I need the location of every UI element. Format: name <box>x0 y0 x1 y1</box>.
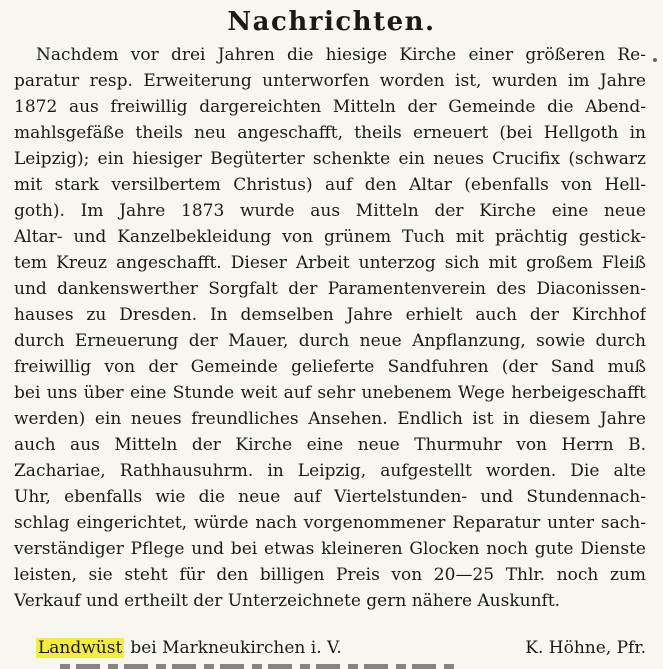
text-line: freiwillig von der Gemeinde gelieferte Sandfuhren (der Sand muß <box>14 357 646 377</box>
text-line: verständiger Pflege und bei etwas kleineren Glocken noch gute Dienste <box>14 539 646 559</box>
text-line: mit stark versilbertem Christus) auf den Altar (ebenfalls von Hell- <box>14 175 646 195</box>
text-line: paratur resp. Erweiterung unterworfen worden ist, wurden im Jahre <box>14 71 646 91</box>
text-line: Altar- und Kanzelbekleidung von grünem Tuch mit prächtig gestick- <box>14 227 646 247</box>
text-line: Verkauf und ertheilt der Unterzeichnete gern nähere Auskunft. <box>14 591 561 611</box>
text-line: werden) ein neues freundliches Ansehen. Endlich ist in diesem Jahre <box>14 409 646 429</box>
highlighted-place-name: Landwüst <box>38 638 123 658</box>
text-line: Uhr, ebenfalls wie die neue auf Viertelstunden- und Stundennach- <box>14 487 646 507</box>
cut-off-next-line <box>60 664 460 669</box>
text-line: mahlsgefäße theils neu angeschafft, theils erneuert (bei Hellgoth in <box>14 123 646 143</box>
print-speck <box>653 58 657 62</box>
signature-line <box>36 634 646 662</box>
author-signature: K. Höhne, Pfr. <box>525 638 646 658</box>
text-line: tem Kreuz angeschafft. Dieser Arbeit unterzog sich mit großem Fleiß <box>14 253 646 273</box>
text-line: bei uns über eine Stunde weit auf sehr unebenem Wege herbeigeschafft <box>14 383 646 403</box>
text-line: auch aus Mitteln der Kirche eine neue Thurmuhr von Herrn B. <box>14 435 646 455</box>
text-line: 1872 aus freiwillig dargereichten Mitteln der Gemeinde die Abend- <box>14 97 646 117</box>
text-line: Zachariae, Rathhausuhrm. in Leipzig, aufgestellt worden. Die alte <box>14 461 646 481</box>
text-line: durch Erneuerung der Mauer, durch neue Anpflanzung, sowie durch <box>14 331 646 351</box>
text-line: Nachdem vor drei Jahren die hiesige Kirche einer größeren Re- <box>36 45 646 65</box>
text-line: goth). Im Jahre 1873 wurde aus Mitteln der Kirche eine neue <box>14 201 646 221</box>
text-line: schlag eingerichtet, würde nach vorgenommener Reparatur unter sach- <box>14 513 646 533</box>
text-line: leisten, sie steht für den billigen Preis von 20—25 Thlr. noch zum <box>14 565 646 585</box>
text-line: hauses zu Dresden. In demselben Jahre erhielt auch der Kirchhof <box>14 305 646 325</box>
text-line: Leipzig); ein hiesiger Begüterter schenkte ein neues Crucifix (schwarz <box>14 149 646 169</box>
article-heading: Nachrichten. <box>227 7 436 37</box>
text-line: und dankenswerther Sorgfalt der Paramentenverein des Diaconissen- <box>14 279 646 299</box>
place-detail: bei Markneukirchen i. V. <box>130 638 342 658</box>
